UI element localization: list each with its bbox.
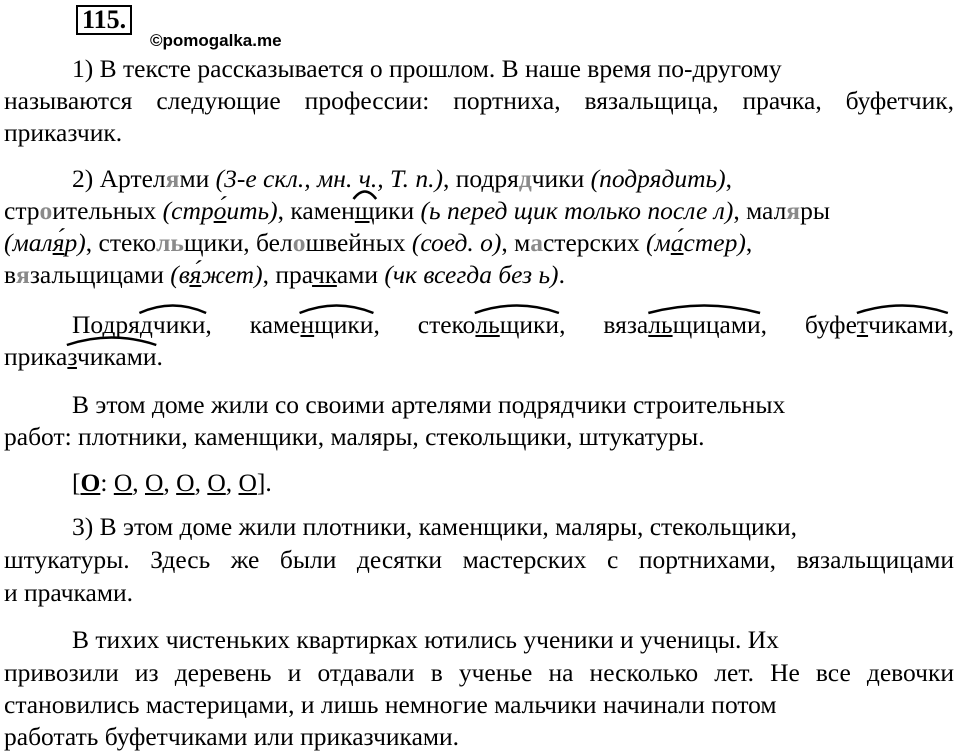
punctuation: . <box>558 260 565 289</box>
underlined-letter: з <box>67 342 77 371</box>
scheme-member: О <box>207 468 226 497</box>
word-part: чиками <box>76 342 157 371</box>
note-prachkami: (чк всегда без ь) <box>384 260 559 289</box>
note-part: (в <box>170 260 190 289</box>
highlight-letter: о <box>292 228 306 257</box>
p2-line-4 <box>4 260 954 290</box>
note-stroitelnykh <box>163 196 278 225</box>
note-part: (стр <box>162 196 214 225</box>
highlight-letter: д <box>518 164 532 193</box>
p5-line-3: и прачками. <box>4 578 134 607</box>
suffix-arc <box>475 310 559 340</box>
note-stressed-letter: я́ <box>52 228 65 257</box>
note-beloshveynykh: (соед. о) <box>411 228 502 257</box>
word-part: чики <box>531 164 585 193</box>
scheme-colon: : <box>100 468 114 497</box>
suffix-arc <box>67 342 156 372</box>
highlight-letter: я <box>16 260 30 289</box>
scheme-bracket-close: ]. <box>256 468 272 497</box>
word-part: чики <box>152 310 206 339</box>
word-part: , буфе <box>760 310 857 339</box>
word-artelyami: 2) Артел <box>72 164 166 193</box>
highlight-letter: я <box>786 196 801 225</box>
exercise-number-dot: . <box>119 5 127 34</box>
word-part: щики <box>314 310 374 339</box>
word-beloshveynykh: , бел <box>243 228 293 257</box>
p6-line-1: В тихих чистеньких квартирках ютились ученики и ученицы. Их <box>72 625 779 654</box>
punctuation: , <box>947 310 955 339</box>
scheme-member: О <box>238 468 257 497</box>
p5-line-1: 3) В этом доме жили плотники, каменщики, маляры, стекольщики, <box>72 512 798 541</box>
word-part: ики <box>374 196 415 225</box>
word-part: щики <box>183 228 244 257</box>
note-part: стер) <box>683 228 746 257</box>
highlight-letter: о <box>39 196 53 225</box>
highlight-letter: щ <box>354 196 375 225</box>
word-part: , вяза <box>559 310 649 339</box>
word-part: стерских <box>542 228 640 257</box>
p2-line-2 <box>4 196 954 226</box>
punctuation: , <box>725 164 732 193</box>
exercise-number-box <box>76 5 132 35</box>
p3-line-1 <box>72 310 954 340</box>
word-part: Подря <box>72 310 140 339</box>
highlight-letters: чк <box>312 260 337 289</box>
word-part: , каме <box>205 310 301 339</box>
punctuation: , <box>745 228 753 257</box>
word-stekolshchiki: , стеко <box>85 228 157 257</box>
scheme-member: О <box>144 468 164 497</box>
word-podryadchiki: , подря <box>442 164 519 193</box>
word-vyazalshchitsami: в <box>4 260 17 289</box>
word-kamenshchiki: , камен <box>277 196 355 225</box>
watermark: ©pomogalka.me <box>150 31 282 50</box>
note-part: р) <box>64 228 86 257</box>
word-stroitelnykh: стр <box>4 196 40 225</box>
note-part: (мал <box>4 228 53 257</box>
highlight-letter: ль <box>156 228 184 257</box>
note-vyazalshchitsami <box>170 260 262 289</box>
underlined-letter: т <box>856 310 869 339</box>
word-part: зальщицами <box>29 260 164 289</box>
suffix-arc-shch <box>355 196 375 226</box>
word-podryadchiki-analysis <box>72 310 205 339</box>
word-malyary: , мал <box>733 196 787 225</box>
p1-line-2: называются следующие профессии: портниха, вязальщица, прачка, буфетчик, <box>4 86 954 115</box>
p6-line-3: становились мастерицами, и лишь немногие мальчики начинали потом <box>4 690 777 719</box>
highlight-letter: я <box>165 164 180 193</box>
word-part: ры <box>800 196 830 225</box>
scheme-separator: , <box>163 468 177 497</box>
note-artelyami: (3-е скл., мн. ч., Т. п.) <box>215 164 443 193</box>
word-part: щицами <box>672 310 761 339</box>
underlined-letter: д <box>139 310 153 339</box>
word-prachkami: , пра <box>262 260 313 289</box>
note-part: жет) <box>201 260 263 289</box>
sentence-scheme <box>72 468 954 498</box>
underlined-letters: ль <box>475 310 500 339</box>
word-part: прика <box>4 342 68 371</box>
suffix-arc <box>300 310 373 340</box>
note-stressed-letter: а́ <box>670 228 684 257</box>
p3-line-2 <box>4 342 954 372</box>
p4-line-2: работ: плотники, каменщики, маляры, стекольщики, штукатуры. <box>4 422 705 451</box>
word-part: чиками <box>868 310 948 339</box>
suffix-arc <box>857 310 948 340</box>
p4-line-1: В этом доме жили со своими артелями подрядчики строительных <box>72 390 786 419</box>
word-part: , стеко <box>373 310 476 339</box>
underlined-letters: ль <box>648 310 673 339</box>
scheme-main-word: О <box>80 468 101 497</box>
p5-line-2: штукатуры. Здесь же были десятки мастерских с портнихами, вязальщицами <box>4 545 954 574</box>
word-part: ительных <box>52 196 157 225</box>
word-part: швейных <box>305 228 406 257</box>
scheme-member: О <box>113 468 133 497</box>
note-kamenshchiki: (ь перед щик только после л) <box>420 196 734 225</box>
p6-line-2: привозили из деревень и отдавали в ученье на несколько лет. Не все девочки <box>4 658 954 687</box>
note-stressed-letter: о́ <box>213 196 227 225</box>
p1-line-1: 1) В тексте рассказывается о прошлом. В наше время по-другому <box>72 54 782 83</box>
punctuation: . <box>156 342 163 371</box>
word-masterskikh: , м <box>501 228 531 257</box>
underlined-letter: н <box>300 310 315 339</box>
note-malyary <box>4 228 86 257</box>
word-part: ми <box>179 164 210 193</box>
word-part: щики <box>499 310 560 339</box>
scheme-separator: , <box>225 468 239 497</box>
scheme-separator: , <box>132 468 145 497</box>
p1-line-3: приказчик. <box>4 118 123 147</box>
highlight-letter: а <box>530 228 543 257</box>
note-podryadchiki: (подрядить) <box>590 164 726 193</box>
scheme-member: О <box>176 468 195 497</box>
p2-line-1 <box>72 164 954 194</box>
p2-line-3 <box>4 228 954 258</box>
note-stressed-letter: я́ <box>189 260 202 289</box>
p6-line-4: работать буфетчиками или приказчиками. <box>4 722 460 751</box>
note-masterskikh <box>646 228 746 257</box>
scheme-separator: , <box>194 468 208 497</box>
word-part: ами <box>336 260 378 289</box>
note-part: ить) <box>226 196 278 225</box>
suffix-arc <box>648 310 760 340</box>
scheme-bracket-open: [ <box>72 468 81 497</box>
note-part: (м <box>646 228 671 257</box>
exercise-number: 115 <box>82 5 120 34</box>
